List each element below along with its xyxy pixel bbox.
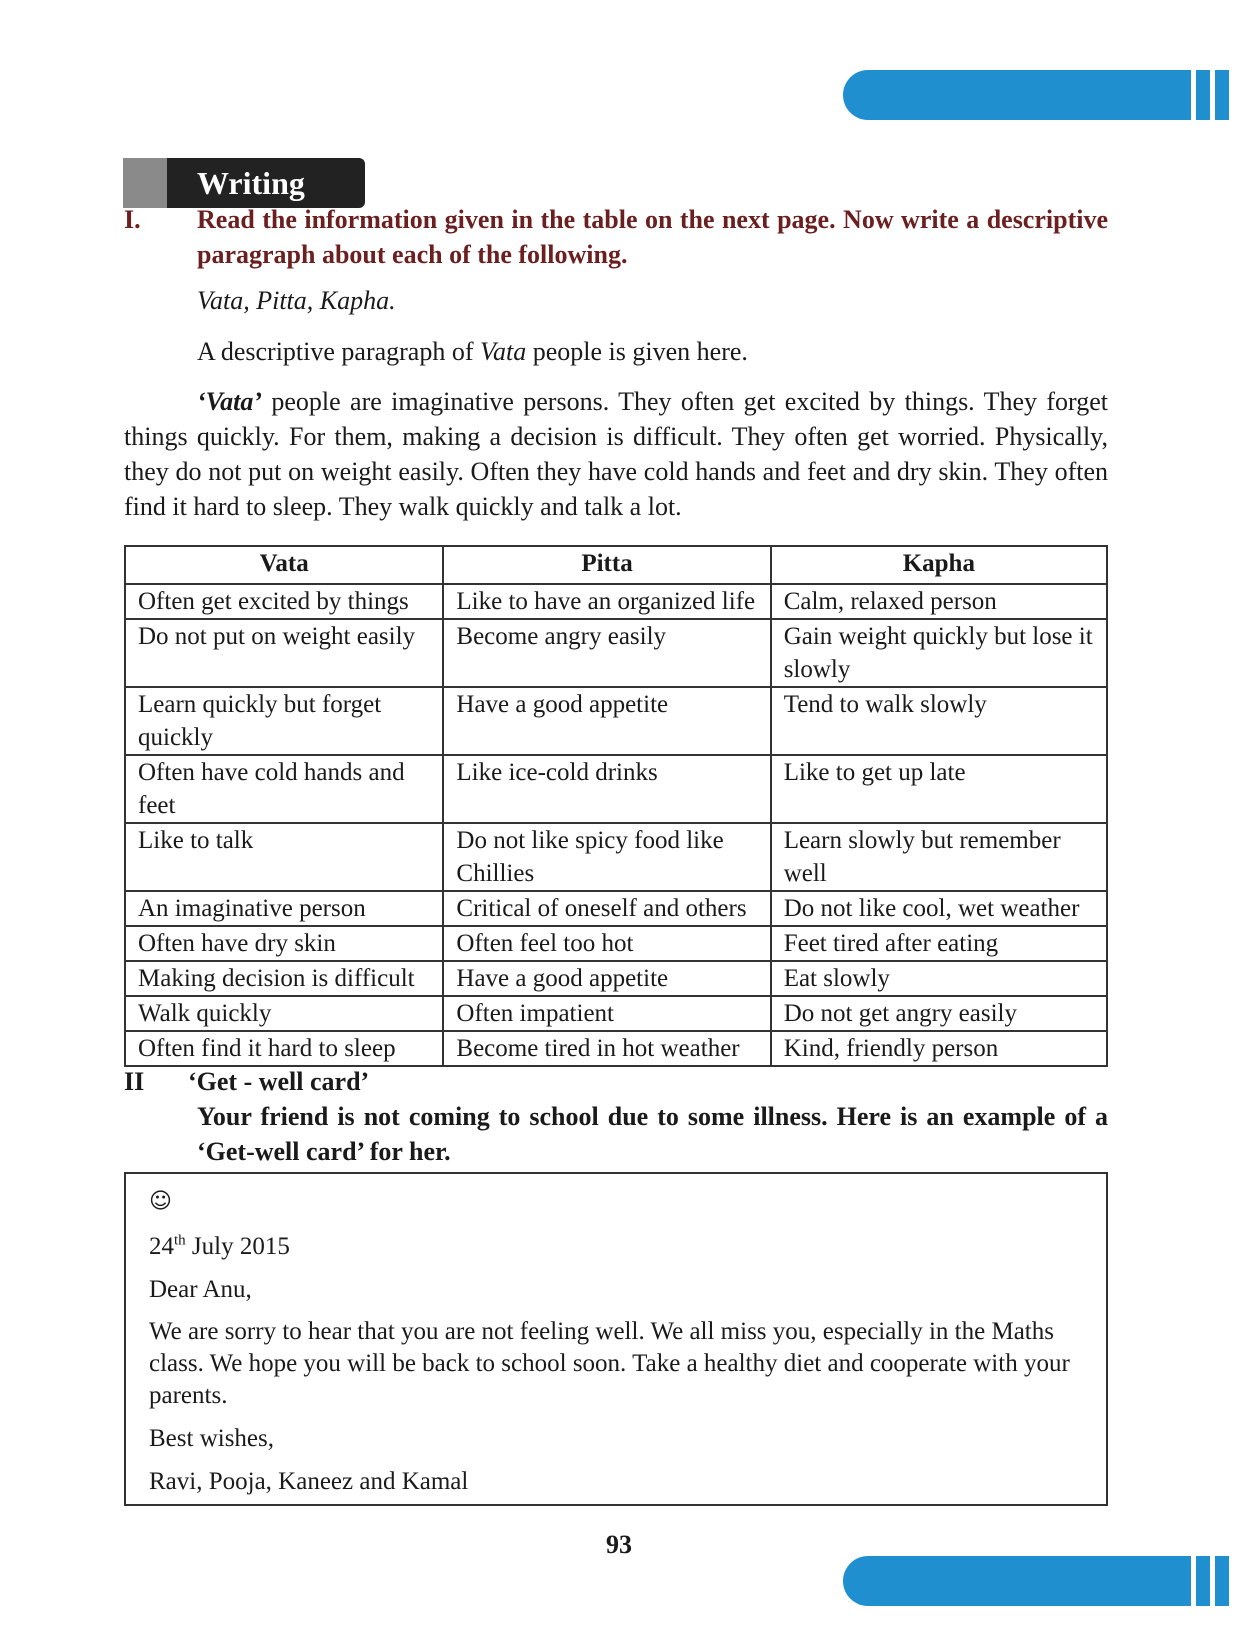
header-kapha: Kapha <box>771 546 1107 584</box>
table-header-row <box>125 546 1107 584</box>
table-row <box>125 619 1107 687</box>
dosha-table <box>124 545 1108 1067</box>
table-cell: Tend to walk slowly <box>771 687 1107 755</box>
table-row <box>125 961 1107 996</box>
section-heading-tab <box>123 158 365 208</box>
table-cell: Like to talk <box>125 823 443 891</box>
card-signature: Ravi, Pooja, Kaneez and Kamal <box>149 1468 469 1495</box>
card-greeting: Dear Anu, <box>149 1276 252 1303</box>
table-cell: Like to have an organized life <box>443 584 770 619</box>
table-cell: An imaginative person <box>125 891 443 926</box>
table-row <box>125 687 1107 755</box>
table-cell: Walk quickly <box>125 996 443 1031</box>
table-cell: Become angry easily <box>443 619 770 687</box>
question-2-number: II <box>124 1067 145 1096</box>
page-number: 93 <box>606 1530 632 1559</box>
table-cell: Have a good appetite <box>443 961 770 996</box>
question-2-title: ‘Get - well card’ <box>188 1067 370 1096</box>
header-vata: Vata <box>125 546 443 584</box>
table-cell: Kind, friendly person <box>771 1031 1107 1066</box>
question-1-list: Vata, Pitta, Kapha. <box>197 286 396 315</box>
table-cell: Often have cold hands and feet <box>125 755 443 823</box>
question-2-instruction: Your friend is not coming to school due to some illness. Here is an example of a ‘Get-well card’ for her. <box>197 1102 1108 1166</box>
bottom-decorative-bar <box>843 1556 1238 1606</box>
get-well-card <box>124 1172 1108 1506</box>
table-row <box>125 891 1107 926</box>
table-cell: Often feel too hot <box>443 926 770 961</box>
table-row <box>125 926 1107 961</box>
table-cell: Do not like spicy food like Chillies <box>443 823 770 891</box>
table-cell: Often find it hard to sleep <box>125 1031 443 1066</box>
question-1-instruction: Read the information given in the table on the next page. Now write a descriptive paragraph about each of the following. <box>197 205 1108 269</box>
table-cell: Eat slowly <box>771 961 1107 996</box>
card-date: 24th July 2015 <box>149 1232 290 1260</box>
table-cell: Do not get angry easily <box>771 996 1107 1031</box>
section-heading: Writing <box>167 158 365 208</box>
card-closing: Best wishes, <box>149 1425 274 1452</box>
table-cell: Making decision is difficult <box>125 961 443 996</box>
table-cell: Learn slowly but remember well <box>771 823 1107 891</box>
top-decorative-bar <box>843 70 1238 120</box>
table-cell: Do not like cool, wet weather <box>771 891 1107 926</box>
card-body: We are sorry to hear that you are not feeling well. We all miss you, especially in the Maths class. We hope you will be back to school soon. Take a healthy diet and cooperate with your parents. <box>149 1318 1070 1409</box>
intro-line: A descriptive paragraph of Vata people is given here. <box>197 337 748 366</box>
header-pitta: Pitta <box>443 546 770 584</box>
table-cell: Critical of oneself and others <box>443 891 770 926</box>
question-2 <box>124 1064 1108 1169</box>
table-cell: Learn quickly but forget quickly <box>125 687 443 755</box>
table-cell: Feet tired after eating <box>771 926 1107 961</box>
table-cell: Have a good appetite <box>443 687 770 755</box>
question-1-number: I. <box>124 205 141 234</box>
table-cell: Calm, relaxed person <box>771 584 1107 619</box>
table-row <box>125 823 1107 891</box>
table-cell: Gain weight quickly but lose it slowly <box>771 619 1107 687</box>
table-cell: Like ice-cold drinks <box>443 755 770 823</box>
table-cell: Like to get up late <box>771 755 1107 823</box>
table-row <box>125 1031 1107 1066</box>
smiley-icon: ☺ <box>149 1189 172 1214</box>
table-row <box>125 584 1107 619</box>
table-cell: Often impatient <box>443 996 770 1031</box>
table-cell: Do not put on weight easily <box>125 619 443 687</box>
table-cell: Often have dry skin <box>125 926 443 961</box>
table-cell: Often get excited by things <box>125 584 443 619</box>
table-row <box>125 755 1107 823</box>
example-paragraph: ‘Vata’ people are imaginative persons. They often get excited by things. They forget things quickly. For them, making a decision is difficult. They often get worried. Physically, they do not put on weight easily. Often they have cold hands and feet and dry skin. They often find it hard to sleep. They walk quickly and talk a lot. <box>124 387 1108 521</box>
table-row <box>125 996 1107 1031</box>
table-cell: Become tired in hot weather <box>443 1031 770 1066</box>
